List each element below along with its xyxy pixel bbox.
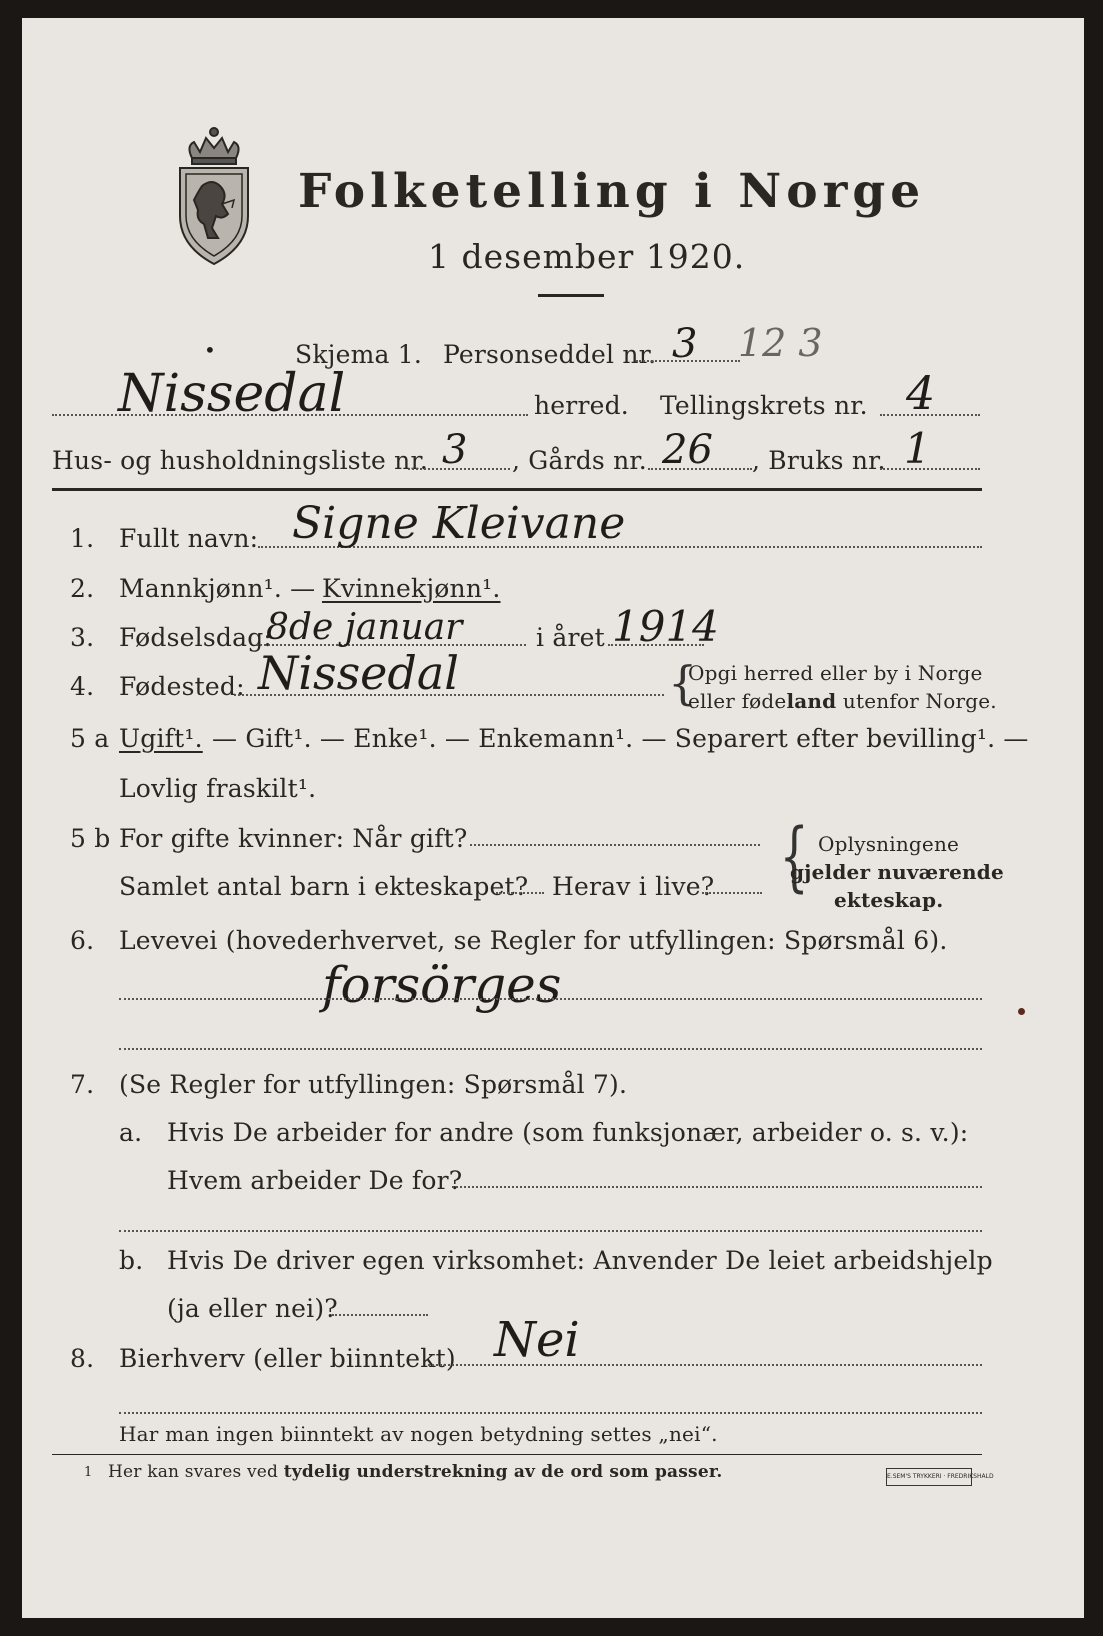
- q6-line2: [119, 1048, 982, 1050]
- census-form-page: [22, 18, 1084, 1618]
- gards-label: , Gårds nr.: [512, 446, 647, 475]
- q8-label: Bierhverv (eller biinntekt): [119, 1344, 456, 1373]
- q5b-note-line1: Oplysningene: [818, 832, 960, 856]
- q7b-question: (ja eller nei)?: [167, 1294, 338, 1323]
- q7-label: (Se Regler for utfyllingen: Spørsmål 7).: [119, 1070, 628, 1099]
- personseddel-extra: 12 3: [738, 321, 823, 365]
- q5b-children-label: Samlet antal barn i ekteskapet?: [119, 872, 529, 901]
- full-name-value: Signe Kleivane: [292, 498, 626, 549]
- q1-number: 1.: [70, 524, 95, 553]
- ink-spot: [1018, 1008, 1025, 1015]
- title-divider: [538, 294, 604, 297]
- q5a-number: 5 a: [70, 724, 110, 753]
- q4-note-line2: eller fødeland utenfor Norge.: [688, 689, 997, 713]
- personseddel-value: 3: [672, 321, 698, 367]
- census-date: 1 desember 1920.: [428, 237, 746, 276]
- q5a-ugift-underlined: Ugift¹.: [119, 724, 203, 753]
- occupation-value: forsörges: [322, 956, 562, 1014]
- printer-stamp: E.SEM'S TRYKKERI · FREDRIKSHALD: [886, 1468, 972, 1486]
- hus-value: 3: [442, 427, 468, 473]
- q7-number: 7.: [70, 1070, 95, 1099]
- q5b-brace: {: [779, 811, 809, 900]
- side-income-value: Nei: [494, 1312, 580, 1368]
- hus-label: Hus- og husholdningsliste nr.: [52, 446, 429, 475]
- q7a-text: Hvis De arbeider for andre (som funksjonær, arbeider o. s. v.):: [167, 1118, 969, 1147]
- q7a-line1: [452, 1186, 982, 1188]
- skjema-label: Skjema 1.: [295, 340, 423, 369]
- q8-line2: [119, 1412, 982, 1414]
- q5b-alive-label: Herav i live?: [552, 872, 715, 901]
- q5a-line2: Lovlig fraskilt¹.: [119, 774, 317, 803]
- norwegian-coat-of-arms-icon: [172, 116, 256, 266]
- herred-value: Nissedal: [118, 364, 346, 424]
- q7a-letter: a.: [119, 1118, 143, 1147]
- section-divider: [52, 488, 982, 491]
- form-title: Folketelling i Norge: [298, 164, 926, 219]
- q5b-alive-line: [702, 892, 762, 894]
- q4-number: 4.: [70, 672, 95, 701]
- personseddel-label: Personseddel nr.: [443, 340, 657, 369]
- ink-mark: •: [204, 338, 216, 362]
- tellingskrets-label: Tellingskrets nr.: [660, 391, 868, 420]
- herred-label: herred.: [534, 391, 629, 420]
- q7a-line2: [119, 1230, 982, 1232]
- q5a-options: — Gift¹. — Enke¹. — Enkemann¹. — Separert efter bevilling¹. —: [212, 724, 1029, 753]
- bruks-value: 1: [904, 424, 931, 473]
- q4-brace: {: [668, 656, 698, 710]
- q7b-letter: b.: [119, 1246, 144, 1275]
- q7a-question: Hvem arbeider De for?: [167, 1166, 463, 1195]
- herred-line: [52, 414, 528, 416]
- q3-label: Fødselsdag:: [119, 623, 273, 652]
- q4-note-line1: Opgi herred eller by i Norge: [688, 661, 983, 685]
- q2-male-option: Mannkjønn¹. —: [119, 574, 316, 603]
- birth-year-value: 1914: [612, 602, 719, 651]
- q6-line1: [119, 998, 982, 1000]
- q7b-line: [332, 1314, 428, 1316]
- q6-number: 6.: [70, 926, 95, 955]
- q4-label: Fødested:: [119, 672, 245, 701]
- q5b-married-line: [470, 844, 760, 846]
- gards-value: 26: [662, 427, 713, 473]
- q5b-number: 5 b: [70, 824, 111, 853]
- q1-label: Fullt navn:: [119, 524, 259, 553]
- q2-number: 2.: [70, 574, 95, 603]
- q5b-note-line3: ekteskap.: [834, 888, 944, 912]
- q5b-children-line: [496, 892, 544, 894]
- tellingskrets-value: 4: [906, 366, 936, 420]
- footnote-text: Her kan svares ved tydelig understrekning av de ord som passer.: [108, 1462, 723, 1482]
- nei-note: Har man ingen biinntekt av nogen betydning settes „nei“.: [119, 1422, 718, 1446]
- q3-number: 3.: [70, 623, 95, 652]
- q8-number: 8.: [70, 1344, 95, 1373]
- footnote-divider: [52, 1454, 982, 1455]
- bruks-label: , Bruks nr.: [752, 446, 886, 475]
- q5b-married-label: For gifte kvinner: Når gift?: [119, 824, 468, 853]
- birthday-value: 8de januar: [266, 607, 463, 648]
- q5b-note-line2: gjelder nuværende: [790, 860, 1004, 884]
- q7b-text: Hvis De driver egen virksomhet: Anvender De leiet arbeidshjelp: [167, 1246, 993, 1275]
- footnote-mark: 1: [84, 1465, 93, 1480]
- birthplace-value: Nissedal: [258, 646, 459, 700]
- q6-label: Levevei (hovederhvervet, se Regler for utfyllingen: Spørsmål 6).: [119, 926, 948, 955]
- q3-year-label: i året: [536, 623, 605, 652]
- q2-female-option-underlined: Kvinnekjønn¹.: [322, 574, 501, 603]
